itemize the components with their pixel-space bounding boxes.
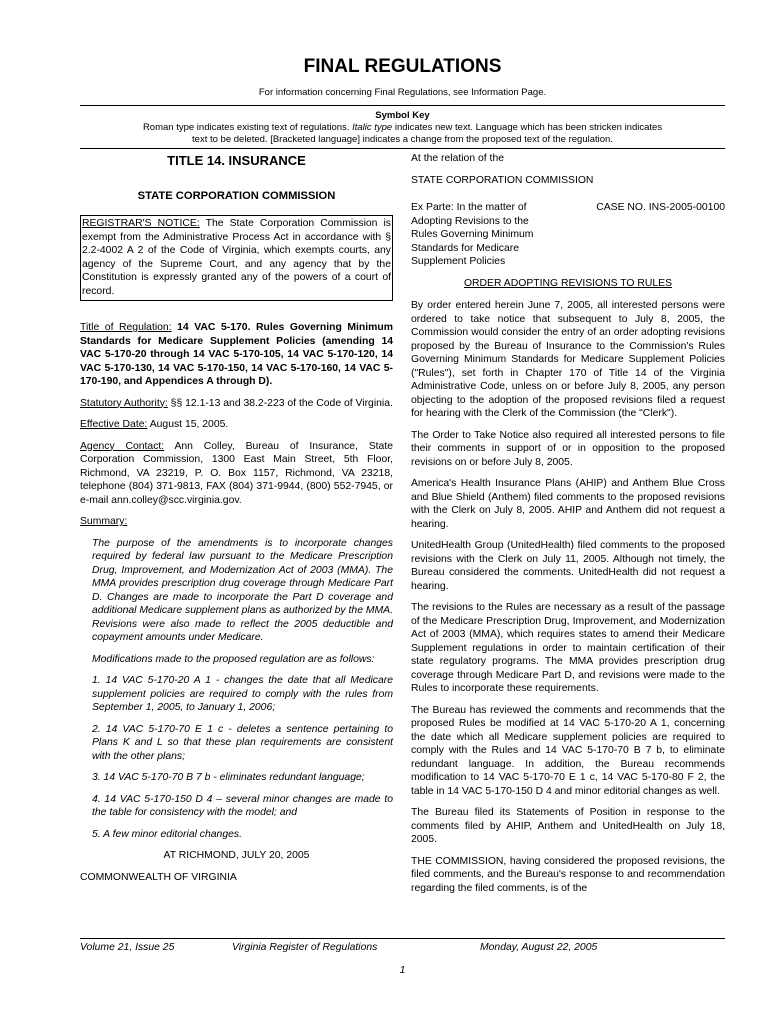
summary-item: 1. 14 VAC 5-170-20 A 1 - changes the date that all Medicare supplement policies are required to comply with the rules from September 1, 2005, to January 1, 2006; — [92, 675, 393, 713]
summary-item: 5. A few minor editorial changes. — [92, 828, 242, 840]
summary-label-text: Summary: — [80, 516, 128, 527]
authority-text: §§ 12.1-13 and 38.2-223 of the Code of Virginia. — [167, 397, 393, 409]
order-heading: ORDER ADOPTING REVISIONS TO RULES — [463, 277, 673, 289]
notice-text: The State Corporation Commission is exempt from the Administrative Process Act in accordance with § 2.2-4002 A 2 of the Code of Virginia, which exempts courts, any agency of the Supreme Court, and any agency that by the Constitution is expressly granted any of the powers of a court of record. — [82, 218, 392, 297]
contact-label: Agency Contact: — [80, 440, 165, 452]
order-paragraph: The revisions to the Rules are necessary as a result of the passage of the Medicare Prescription Drug, Improvement, and Modernization Act of 2003 (MMA), which requires states to amend their Medicare Supplement regulations in order to maintain certification of their state regulatory programs. The MMA provides prescription drug coverage through Medicare Part D, and revisions were made to the Rules to incorporate these requirements. — [411, 602, 725, 694]
registrar-notice — [80, 215, 393, 301]
order-paragraph: The Order to Take Notice also required all interested persons to file their comments in support of or in opposition to the proposed revisions on or before July 8, 2005. — [411, 429, 725, 468]
agency-contact — [80, 440, 393, 508]
authority-label: Statutory Authority: — [80, 397, 168, 409]
symbol-key — [80, 110, 725, 146]
order-paragraph: UnitedHealth Group (UnitedHealth) filed comments to the proposed revisions with the Clerk on July 11, 2005. Although not timely, the Bureau considered the comments. UnitedHealth did not request a hearing. — [411, 540, 725, 592]
agency-heading: STATE CORPORATION COMMISSION — [137, 189, 336, 202]
left-column — [80, 152, 393, 892]
symbol-key-heading: Symbol Key — [375, 110, 430, 121]
contact-text: Ann Colley, Bureau of Insurance, State Corporation Commission, 1300 East Main Street, 5th Floor, Richmond, VA 23219, P. O. Box 1157, Richmond, VA 23218, telephone (804) 371-9813, FAX (804) 371-9944, (800) 552-7945, or e-mail ann.colley@scc.virginia.gov. — [80, 440, 393, 506]
footer-volume: Volume 21, Issue 25 — [80, 942, 175, 953]
reg-title-text: 14 VAC 5-170. Rules Governing Minimum Standards for Medicare Supplement Policies (amending 14 VAC 5-170-20 through 14 VAC 5-170-105, 14 VAC 5-170-120, 14 VAC 5-170-130, 14 VAC 5-170-150, 14 VAC 5-170-160, 14 VAC 5-170-190, and Appendices A through D). — [80, 322, 393, 387]
notice-label: REGISTRAR'S NOTICE: — [82, 218, 200, 229]
exparte-block — [411, 201, 725, 269]
right-column — [411, 152, 725, 903]
summary-paragraph: Modifications made to the proposed regulation are as follows: — [92, 653, 375, 665]
symbol-key-line2: text to be deleted. [Bracketed language] indicates a change from the proposed text of the regulation. — [192, 134, 613, 145]
page-number: 1 — [399, 965, 406, 976]
right-agency: STATE CORPORATION COMMISSION — [411, 174, 594, 186]
order-paragraph: The Bureau filed its Statements of Position in response to the comments filed by AHIP, Anthem and UnitedHealth on July 18, 2005. — [411, 807, 725, 845]
summary-item: 3. 14 VAC 5-170-70 B 7 b - eliminates redundant language; — [92, 772, 365, 783]
case-number: CASE NO. INS-2005-00100 — [596, 202, 725, 213]
symbol-key-line1 — [80, 122, 725, 134]
summary-body — [80, 537, 393, 842]
summary-paragraph: The purpose of the amendments is to incorporate changes required by federal law pursuant to the Medicare Prescription Drug, Improvement, and Modernization Act of 2003 (MMA). The MMA provides prescription drug coverage through Medicare Part D. Changes are made to incorporate the Part D coverage and additional Medicare supplement plans as authorized by the MMA. Revisions were also made to reflect the 2005 deductible and copayment amounts under Medicare. — [92, 537, 393, 643]
effective-text: August 15, 2005. — [147, 419, 229, 430]
at-richmond: AT RICHMOND, JULY 20, 2005 — [163, 850, 310, 861]
document-page — [80, 0, 725, 1024]
exparte-text: Ex Parte: In the matter of Adopting Revisions to the Rules Governing Minimum Standards for Medicare Supplement Policies — [411, 202, 534, 267]
summary-item: 2. 14 VAC 5-170-70 E 1 c - deletes a sentence pertaining to Plans K and L so that these plan requirements are consistent with the other plans; — [92, 723, 393, 762]
statutory-authority — [80, 397, 393, 411]
commonwealth: COMMONWEALTH OF VIRGINIA — [80, 871, 237, 883]
regulation-title — [80, 321, 393, 389]
footer-rule — [80, 938, 725, 939]
order-paragraph: THE COMMISSION, having considered the proposed revisions, the filed comments, and the Bureau's response to and recommendation regarding the filed comments, is of the — [411, 855, 725, 894]
relation-line: At the relation of the — [411, 153, 504, 164]
footer-publication: Virginia Register of Regulations — [232, 942, 378, 953]
page-title: FINAL REGULATIONS — [303, 56, 502, 77]
reg-title-label: Title of Regulation: — [80, 322, 172, 333]
summary-label — [80, 515, 393, 529]
symbol-key-text: Roman type indicates existing text of regulations. — [142, 122, 353, 133]
effective-date — [80, 418, 393, 432]
page-subtitle: For information concerning Final Regulations, see Information Page. — [258, 87, 547, 98]
summary-item: 4. 14 VAC 5-170-150 D 4 – several minor changes are made to the table for consistency with the model; and — [92, 793, 393, 818]
symbol-key-rule — [80, 148, 725, 149]
order-paragraph: By order entered herein June 7, 2005, all interested persons were ordered to take notice that subsequent to July 8, 2005, the Commission would consider the entry of an order adopting revisions proposed by the Bureau of Insurance to the Commission's Rules Governing Minimum Standards for Medicare Supplement Policies ("Rules"), set forth in Chapter 170 of Title 14 of the Virginia Administrative Code, unless on or before July 8, 2005, any person objecting to the adoption of the proposed revisions filed a request for hearing with the Clerk of the Commission (the "Clerk"). — [411, 300, 725, 419]
effective-label: Effective Date: — [80, 419, 148, 430]
footer-date: Monday, August 22, 2005 — [480, 942, 598, 953]
order-paragraph: The Bureau has reviewed the comments and recommends that the proposed Rules be modified at 14 VAC 5-170-20 A 1, concerning the date which all Medicare supplement policies are required to comply with the Rules and 14 VAC 5-170-70 B 7 b, to eliminate redundant language. In addition, the Bureau recommends modification to 14 VAC 5-170-70 E 1 c, 14 VAC 5-170-80 F 2, the table in 14 VAC 5-170-150 D 4 and minor editorial changes as well. — [411, 704, 725, 797]
title-heading: TITLE 14. INSURANCE — [167, 153, 306, 168]
order-paragraph: America's Health Insurance Plans (AHIP) and Anthem Blue Cross and Blue Shield (Anthem) filed comments to the proposed revisions with the Clerk on July 8, 2005. AHIP and Anthem did not request a hearing. — [411, 478, 725, 530]
symbol-key-text: indicates new text. Language which has been stricken indicates — [392, 122, 663, 133]
header-rule — [80, 105, 725, 106]
symbol-key-italic: Italic type — [352, 122, 393, 133]
